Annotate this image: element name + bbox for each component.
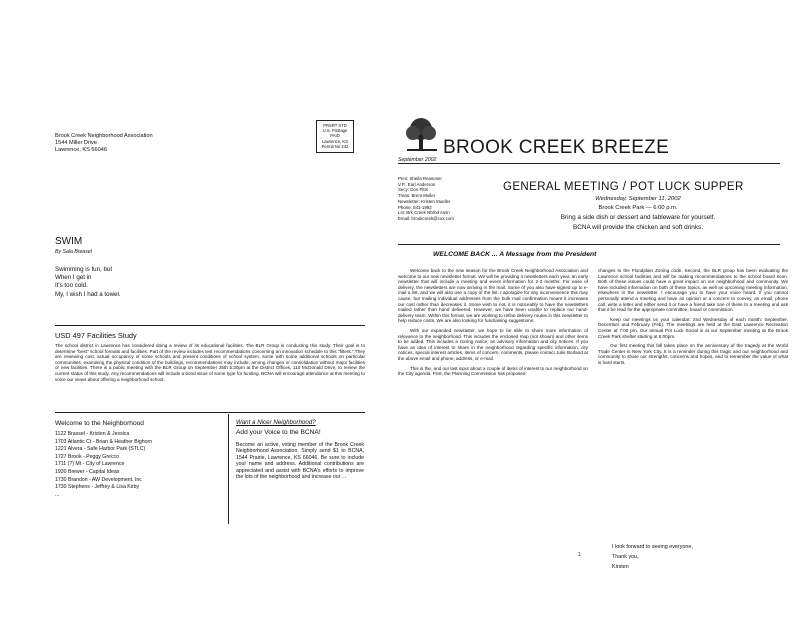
poem-title: SWIM bbox=[55, 236, 83, 247]
meeting-date: Wednesday, September 11, 2002 bbox=[595, 196, 681, 202]
welcome-item: 1730 Brandon - AW Development, Inc bbox=[55, 476, 142, 483]
postage-line: Permit No 242 bbox=[321, 143, 349, 149]
usd-study-title: USD 497 Facilities Study bbox=[55, 331, 137, 340]
meeting-title: GENERAL MEETING / POT LUCK SUPPER bbox=[503, 181, 744, 193]
officer-line: Newsletter: Kristen Mueller bbox=[398, 198, 451, 204]
page-number: 1 bbox=[578, 552, 581, 558]
membership-box-title: Want a Nicer Neighborhood? bbox=[236, 419, 316, 426]
officer-line: V.P.: Earl Anderson bbox=[398, 181, 436, 187]
tree-logo-icon bbox=[401, 115, 441, 155]
signature-line: Thank you, bbox=[612, 554, 639, 560]
section-divider bbox=[55, 412, 365, 413]
poem-line: My, I wish I had a towel. bbox=[55, 290, 121, 298]
paragraph: Keep our meetings on your calendar: 2nd Wednesday of each month: September, December and February (Feb). The meetings are held at the East Lawrence Recreation Center at 7:00 pm. Our annual Pot Luck Social is at our September meeting at the Brook Creek Park shelter starting at 6:00pm. bbox=[598, 316, 788, 339]
welcome-item: 1221 Alvera - Safe Harbor Park (STLC) bbox=[55, 446, 146, 453]
meeting-provide: BCNA will provide the chicken and soft drinks. bbox=[572, 224, 703, 231]
poem-body bbox=[55, 266, 121, 299]
welcome-item: ... bbox=[55, 491, 60, 498]
article-column-2 bbox=[598, 268, 788, 370]
article-column-1 bbox=[398, 268, 588, 381]
return-address bbox=[55, 133, 153, 155]
paragraph: With our expanded newsletter, we hope to be able to share more information of relevance to the neighborhood. This includes the enclosed map (not shown) and other items to be added. This includes a zoning notice, an advisory information and city notices. If you have an idea of interest to share in the neighborhood regarding specific information, city notices, special interest articles, items of concern, comments, please contact Julie Borland at the above email and phone, address, or e-mail. bbox=[398, 327, 588, 361]
section-divider bbox=[398, 244, 780, 245]
welcome-item: 1930 Brewer - Capital Ideas bbox=[55, 468, 120, 475]
meeting-place: Brook Creek Park — 6:00 p.m. bbox=[598, 205, 678, 211]
signature-block bbox=[612, 542, 693, 572]
poem-line: It's too cold. bbox=[55, 282, 88, 290]
meeting-bring: Bring a side dish or dessert and tableware for yourself. bbox=[560, 214, 716, 221]
return-address-line: Lawrence, KS 66046 bbox=[55, 147, 107, 154]
section-divider bbox=[55, 325, 365, 326]
poem-author: By Sala Breasel bbox=[55, 249, 92, 255]
officer-line: Treas: Brent Muller bbox=[398, 193, 436, 199]
membership-box-body: Become an active, voting member of the Brook Creek Neighborhood Association. Simply send $1 to BCNA, 1544 Prairie, Lawrence, KS 66046. Be sure to include your name and address. Additional contributions are appreciated and assist with BCNA's efforts to improve the lots of the neighborhood and increase our ... bbox=[236, 442, 364, 481]
officer-line: Email: brookcreek@cox.com bbox=[398, 215, 454, 221]
postage-indicia bbox=[316, 120, 354, 153]
usd-study-body: The school district in Lawrence has considered doing a review of its educational facilities. The BLR Group is conducting this study. Their goal is to determine "best" school formats and facilities. Part of the review includes test recommendations concerning an innovation schedule to this "filters." They are reviewing cost, actual occupancy of some schools and present conditions of school system, some with some additional schools on particular communities, examining the physical condition of the buildings, recommendations may include, among changes or consolidation without major facilities or new facilities. There is a public meeting with the BLR Group on September 25th 5:30pm at the District Offices, 110 McDonald Drive, to review the current status of this study. Any recommendations will include a bond issue of some type for funding. BCNA will encourage attendance at this meeting to voice our views about offering a neighborhood school. bbox=[55, 343, 365, 382]
welcome-item: 1711 (?) Mt - City of Lawrence bbox=[55, 461, 125, 468]
officer-line: Secy: Don Pitts bbox=[398, 187, 429, 193]
officers-list bbox=[398, 176, 496, 222]
officer-line: Phone: 841-1992 bbox=[398, 204, 432, 210]
welcome-item: 1730 Stephens - Jeffrey & Lisa Kirby bbox=[55, 484, 140, 491]
signature-line: Kirsten bbox=[612, 564, 629, 570]
return-address-line: Brook Creek Neighborhood Association bbox=[55, 133, 153, 139]
paragraph: changes to the Floodplain Zoning code. Second, the BLR group has been evaluating the Lawrence school facilities and will be making recommendations to the school board soon. Both of these issues could have a great impact on our neighborhood and community. We have included information on both of these topics, as well as upcoming meeting information, elsewhere in the newsletter. I encourage you to have your voice heard. If you cannot personally attend a meeting and have an opinion or a concern to convey, an email, phone call, write a letter and either send it or have a friend take one of these to a meeting and ask that it be read for the appropriate committee, board or commission. bbox=[598, 268, 788, 313]
paragraph: Welcome back to the new season for the Brook Creek Neighborhood Association and welcome to our new newsletter format. We will be providing 4 newsletters each year, an early newsletter that will include a meeting and event information for 2-3 months. For ease of delivery, the newsletters are now arriving in the mail. Some of you also have signed up to e-mail a list, and we will also use a copy of the list. I apologize for any inconvenience this may cause, but mailing individual addresses from the bulk mail confirmation meant it increases our cost rather than decreases it. Some wish to not, it is noticeably to have the newsletters mailed rather than hand delivered. However, we have been unable to replace our hand-delivery team. Within this format, we are working to refine delivery routes in this newsletter to help reduce costs. We are also looking for fundraising suggestions. bbox=[398, 268, 588, 324]
issue-date: September 2002 bbox=[398, 157, 437, 163]
poem-line: Swimming is fun, but bbox=[55, 266, 113, 273]
welcome-list bbox=[55, 431, 152, 499]
welcome-item: 1122 Brassel - Kristen & Jessica bbox=[55, 431, 130, 437]
postage-line: PAID bbox=[330, 133, 340, 139]
postage-line: PRSRT STD bbox=[323, 123, 347, 128]
president-message-title: WELCOME BACK ... A Message from the President bbox=[433, 251, 597, 258]
postage-line: Lawrence, KS bbox=[321, 138, 349, 144]
return-address-line: 1544 Miller Drive bbox=[55, 140, 97, 147]
officer-line: Pres: Sheila Reasoner bbox=[398, 176, 442, 181]
postage-line: U.S. Postage bbox=[322, 128, 348, 134]
membership-box-subtitle: Add your Voice to the BCNA! bbox=[236, 429, 321, 436]
welcome-item: 1703 Atlantic Ct - Brian & Heather Bighorn bbox=[55, 438, 153, 445]
welcome-title: Welcome to the Neighborhood bbox=[55, 420, 144, 427]
newsletter-masthead: BROOK CREEK BREEZE bbox=[443, 137, 670, 158]
poem-line: When I get in bbox=[55, 274, 92, 282]
masthead-rule bbox=[398, 163, 780, 164]
paragraph: This is the, and our last input about a couple of items of interest to our neighborhood on the City agenda. First, the Planning Commission has proposed bbox=[398, 365, 588, 377]
paragraph: Our first meeting this fall takes place on the anniversary of the tragedy at the World Trade Center in New York City. It is a reminder during this tragic and our neighborhood and community to share our strengths, concerns and hopes, and to remember the value of what is hard starts. bbox=[598, 343, 788, 365]
welcome-item: 1727 Brook - Peggy Grecco bbox=[55, 453, 120, 460]
closing-line: I look forward to seeing everyone, bbox=[612, 544, 693, 550]
officer-line: Lst: Brk Creek Nbrhd Assn bbox=[398, 210, 450, 216]
